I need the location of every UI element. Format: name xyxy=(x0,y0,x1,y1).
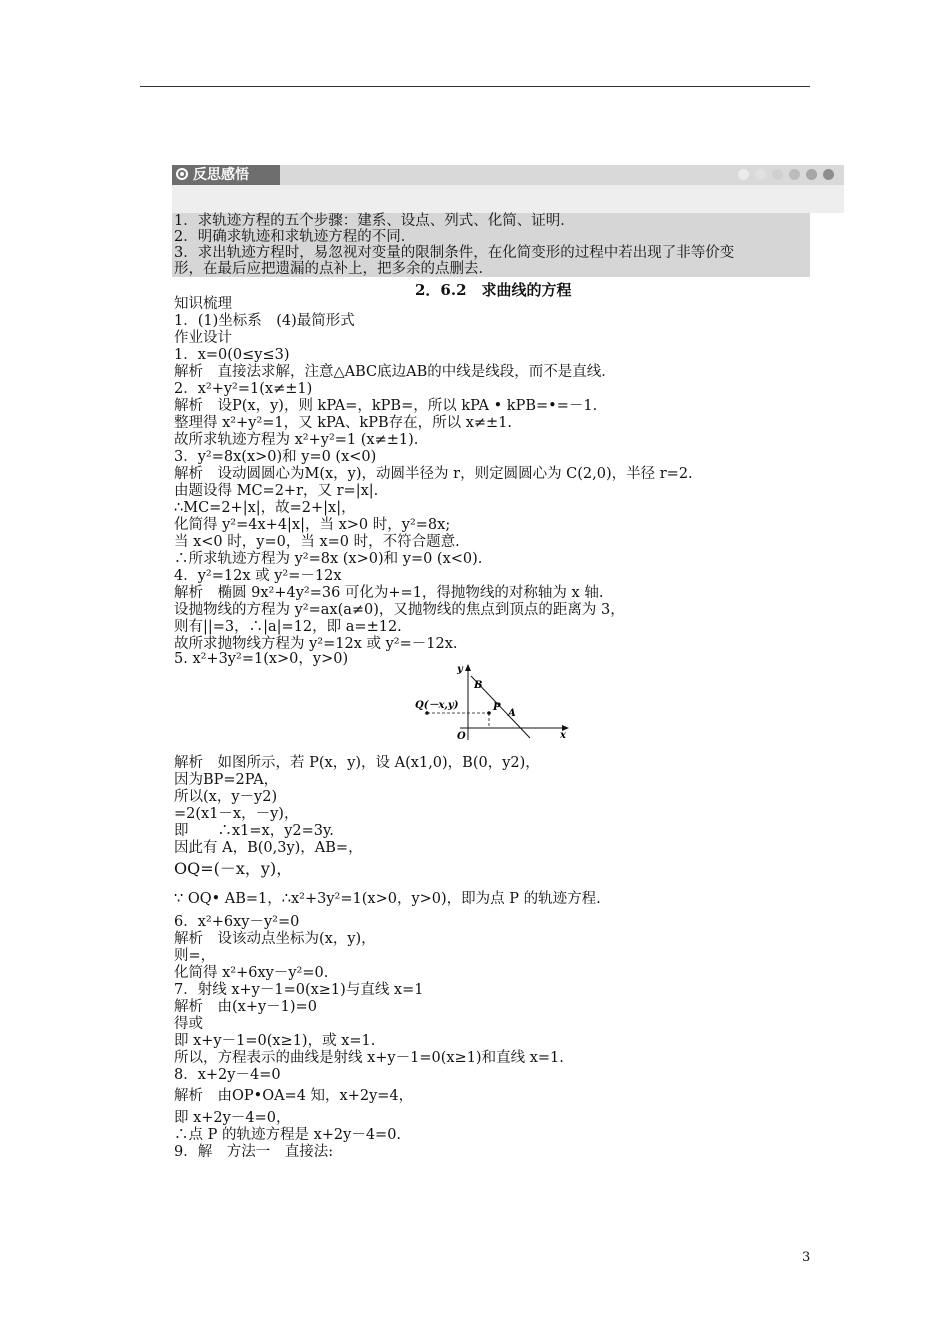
text-line: 故所求抛物线方程为 y²=12x 或 y²=－12x. xyxy=(174,636,458,652)
text-line: 解析 由(x+y－1)=0 xyxy=(174,999,317,1015)
text-line: 解析 设该动点坐标为(x，y)， xyxy=(174,931,376,947)
target-icon xyxy=(176,168,188,180)
text-line: 解析 由OP•OA=4 知，x+2y=4， xyxy=(174,1088,414,1104)
text-line: 作业设计 xyxy=(174,330,232,346)
text-line: 解析 直接法求解，注意△ABC底边AB的中线是线段，而不是直线． xyxy=(174,364,616,380)
text-line: 则=， xyxy=(174,948,216,964)
text-line: 解析 设动圆圆心为M(x，y)，动圆半径为 r，则定圆圆心为 C(2,0)，半径 r=2. xyxy=(174,466,693,482)
point-q xyxy=(425,711,429,715)
text-line: ∵ OQ• AB=1，∴x²+3y²=1(x>0，y>0)，即为点 P 的轨迹方程. xyxy=(174,891,601,907)
coordinate-figure xyxy=(405,658,577,743)
note-2: 2．明确求轨迹和求轨迹方程的不同． xyxy=(174,229,416,245)
text-line: 由题设得 MC=2+r，又 r=|x|. xyxy=(174,483,379,499)
label-q: Q(－x,y) xyxy=(415,700,459,711)
text-line: 设抛物线的方程为 y²=ax(a≠0)，又抛物线的焦点到顶点的距离为 3， xyxy=(174,602,625,618)
text-line: 4．y²=12x 或 y²=－12x xyxy=(174,568,342,584)
text-line: 则有||=3，∴|a|=12，即 a=±12. xyxy=(174,619,402,635)
dot-icon xyxy=(755,169,766,180)
dot-icon xyxy=(738,169,749,180)
text-line: 故所求轨迹方程为 x²+y²=1 (x≠±1). xyxy=(174,432,419,448)
text-line: =2(x1－x，－y)， xyxy=(174,806,299,822)
text-line: ∴点 P 的轨迹方程是 x+2y－4=0. xyxy=(174,1127,402,1143)
text-line: 即 x+y－1=0(x≥1)，或 x=1. xyxy=(174,1033,376,1049)
section-title: 2．6.2 求曲线的方程 xyxy=(415,281,572,299)
label-x: x xyxy=(560,730,566,741)
text-line: 2．x²+y²=1(x≠±1) xyxy=(174,381,313,397)
text-line: 所以，方程表示的曲线是射线 x+y－1=0(x≥1)和直线 x=1. xyxy=(174,1050,564,1066)
text-line: 解析 椭圆 9x²+4y²=36 可化为+=1，得抛物线的对称轴为 x 轴. xyxy=(174,585,604,601)
decorative-dots xyxy=(738,169,834,180)
point-p xyxy=(487,711,491,715)
y-axis-arrow-icon xyxy=(465,664,471,671)
text-line: 化简得 x²+6xy－y²=0. xyxy=(174,965,329,981)
text-line: 因为BP=2PA， xyxy=(174,772,279,788)
dot-icon xyxy=(789,169,800,180)
reflection-banner xyxy=(172,165,844,213)
label-o: O xyxy=(457,731,466,742)
page-number: 3 xyxy=(802,1250,811,1265)
text-line: 知识梳理 xyxy=(174,296,232,312)
text-line: 整理得 x²+y²=1，又 kPA、kPB存在，所以 x≠±1. xyxy=(174,415,513,431)
text-line: 解析 如图所示，若 P(x，y)，设 A(x1,0)，B(0，y2)， xyxy=(174,755,540,771)
text-line: 即 ∴x1=x，y2=3y. xyxy=(174,823,334,839)
label-b: B xyxy=(474,680,483,691)
text-line: 当 x<0 时，y=0，当 x=0 时，不符合题意. xyxy=(174,534,460,550)
text-line: ∴MC=2+|x|，故=2+|x|， xyxy=(174,500,356,516)
text-line: 因此有 A，B(0,3y)，AB=， xyxy=(174,840,363,856)
text-line: 5. x²+3y²=1(x>0，y>0) xyxy=(174,651,349,667)
text-line: 1．(1)坐标系 (4)最简形式 xyxy=(174,313,355,329)
text-line: 得或 xyxy=(174,1016,203,1032)
note-3: 3．求出轨迹方程时，易忽视对变量的限制条件，在化简变形的过程中若出现了非等价变 xyxy=(174,245,735,261)
text-line: 8．x+2y－4=0 xyxy=(174,1067,281,1083)
banner-tag xyxy=(172,165,280,185)
note-4: 形，在最后应把遗漏的点补上，把多余的点删去． xyxy=(174,261,493,277)
note-1: 1．求轨迹方程的五个步骤：建系、设点、列式、化简、证明． xyxy=(174,213,575,229)
label-a: A xyxy=(508,708,516,719)
text-line: 解析 设P(x，y)，则 kPA=，kPB=，所以 kPA • kPB=•=－1. xyxy=(174,398,598,414)
header-rule xyxy=(140,86,810,87)
text-line: 所以(x，y－y2) xyxy=(174,789,278,805)
label-p: P xyxy=(493,702,501,713)
dot-icon xyxy=(823,169,834,180)
banner-title: 反思感悟 xyxy=(193,167,249,183)
text-line: 3．y²=8x(x>0)和 y=0 (x<0) xyxy=(174,449,377,465)
text-line: ∴所求轨迹方程为 y²=8x (x>0)和 y=0 (x<0). xyxy=(174,551,483,567)
label-y: y xyxy=(457,664,463,675)
banner-bar xyxy=(280,165,844,185)
text-line: 化简得 y²=4x+4|x|，当 x>0 时，y²=8x; xyxy=(174,517,451,533)
dot-icon xyxy=(772,169,783,180)
dot-icon xyxy=(806,169,817,180)
text-line: 1．x=0(0≤y≤3) xyxy=(174,347,290,363)
text-line: 9．解 方法一 直接法: xyxy=(174,1144,334,1160)
text-line: OQ=(－x，y)， xyxy=(174,859,293,878)
text-line: 即 x+2y－4=0， xyxy=(174,1110,291,1126)
text-line: 7．射线 x+y－1=0(x≥1)与直线 x=1 xyxy=(174,982,424,998)
text-line: 6．x²+6xy－y²=0 xyxy=(174,914,300,930)
